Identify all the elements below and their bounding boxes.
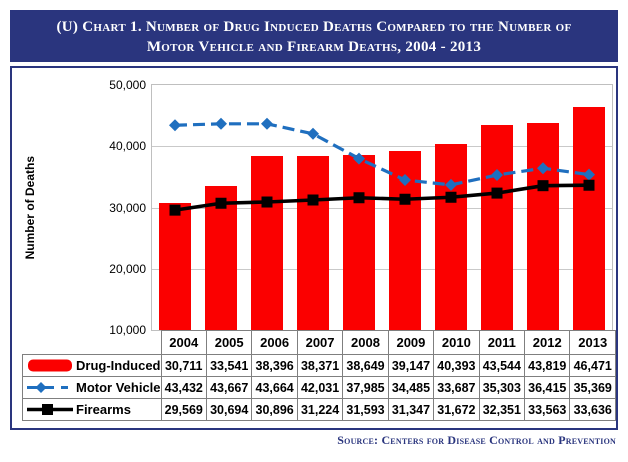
chart-title-line1: (U) Chart 1. Number of Drug Induced Deaths Compared to the Number of	[56, 19, 572, 35]
table-cell: 33,636	[570, 399, 616, 421]
table-cell: 30,896	[252, 399, 297, 421]
diamond-marker-icon	[307, 128, 319, 140]
table-cell: 30,711	[161, 355, 206, 377]
diamond-marker-icon	[491, 169, 503, 181]
square-marker-icon	[308, 195, 319, 206]
square-marker-icon	[354, 192, 365, 203]
table-corner-cell	[23, 331, 162, 355]
table-row-drug-induced	[23, 355, 616, 377]
year-header-2009: 2009	[388, 331, 433, 355]
year-header-2007: 2007	[297, 331, 342, 355]
chart-frame	[10, 66, 618, 430]
year-header-2008: 2008	[343, 331, 388, 355]
motor-vehicle-line	[175, 124, 589, 185]
table-cell: 40,393	[434, 355, 479, 377]
square-marker-icon	[584, 180, 595, 191]
chart-title-line2: Motor Vehicle and Firearm Deaths, 2004 - 2013	[146, 39, 482, 55]
table-cell: 43,667	[206, 377, 251, 399]
table-cell: 38,371	[297, 355, 342, 377]
table-cell: 32,351	[479, 399, 524, 421]
legend-cell-motor-vehicle	[23, 377, 162, 399]
legend-label-drug-induced: Drug-Induced	[76, 358, 161, 373]
diamond-marker-icon	[537, 162, 549, 174]
table-cell: 35,369	[570, 377, 616, 399]
table-cell: 31,347	[388, 399, 433, 421]
table-cell: 43,819	[525, 355, 570, 377]
table-cell: 37,985	[343, 377, 388, 399]
firearms-line	[175, 185, 589, 210]
diamond-marker-icon	[261, 118, 273, 130]
firearms-line-icon	[27, 402, 75, 417]
table-cell: 33,687	[434, 377, 479, 399]
table-cell: 36,415	[525, 377, 570, 399]
year-header-2010: 2010	[434, 331, 479, 355]
y-tick-label: 50,000	[109, 78, 146, 92]
y-tick-label: 20,000	[109, 261, 146, 276]
y-tick-label: 40,000	[109, 139, 146, 154]
motor-vehicle-line-icon	[27, 380, 75, 395]
year-header-2013: 2013	[570, 331, 616, 355]
table-cell: 34,485	[388, 377, 433, 399]
table-cell: 38,649	[343, 355, 388, 377]
table-cell: 33,563	[525, 399, 570, 421]
square-marker-icon	[538, 180, 549, 191]
table-row-motor-vehicle	[23, 377, 616, 399]
chart-title-bar	[10, 10, 618, 62]
diamond-marker-icon	[169, 119, 181, 131]
plot-area	[151, 84, 613, 331]
table-cell: 35,303	[479, 377, 524, 399]
table-cell: 31,672	[434, 399, 479, 421]
source-note: Source: Centers for Disease Control and Prevention	[337, 433, 616, 447]
table-cell: 43,664	[252, 377, 297, 399]
table-cell: 31,593	[343, 399, 388, 421]
year-header-2004: 2004	[161, 331, 206, 355]
diamond-marker-icon	[399, 174, 411, 186]
table-cell: 39,147	[388, 355, 433, 377]
year-header-row	[23, 331, 616, 355]
table-cell: 29,569	[161, 399, 206, 421]
diamond-marker-icon	[445, 179, 457, 191]
square-marker-icon	[216, 198, 227, 209]
table-cell: 31,224	[297, 399, 342, 421]
y-axis-title-text: Number of Deaths	[23, 155, 37, 260]
legend-label-firearms: Firearms	[76, 402, 131, 417]
square-marker-icon	[400, 194, 411, 205]
table-row-firearms	[23, 399, 616, 421]
legend-cell-firearms	[23, 399, 162, 421]
legend-label-motor-vehicle: Motor Vehicle	[76, 380, 161, 395]
table-cell: 46,471	[570, 355, 616, 377]
year-header-2011: 2011	[479, 331, 524, 355]
table-cell: 43,432	[161, 377, 206, 399]
data-table	[22, 330, 616, 421]
drug-induced-swatch-icon	[27, 358, 75, 373]
table-cell: 38,396	[252, 355, 297, 377]
legend-cell-drug-induced	[23, 355, 162, 377]
square-marker-icon	[170, 205, 181, 216]
table-cell: 42,031	[297, 377, 342, 399]
table-cell: 33,541	[206, 355, 251, 377]
diamond-marker-icon	[583, 169, 595, 181]
year-header-2012: 2012	[525, 331, 570, 355]
table-cell: 30,694	[206, 399, 251, 421]
y-tick-label: 10,000	[109, 323, 146, 337]
diamond-marker-icon	[215, 118, 227, 130]
square-marker-icon	[446, 192, 457, 203]
year-header-2005: 2005	[206, 331, 251, 355]
y-tick-label: 30,000	[109, 200, 146, 215]
table-cell: 43,544	[479, 355, 524, 377]
line-series-svg	[152, 85, 612, 330]
square-marker-icon	[262, 197, 273, 208]
year-header-2006: 2006	[252, 331, 297, 355]
square-marker-icon	[492, 188, 503, 199]
diamond-marker-icon	[353, 153, 365, 165]
